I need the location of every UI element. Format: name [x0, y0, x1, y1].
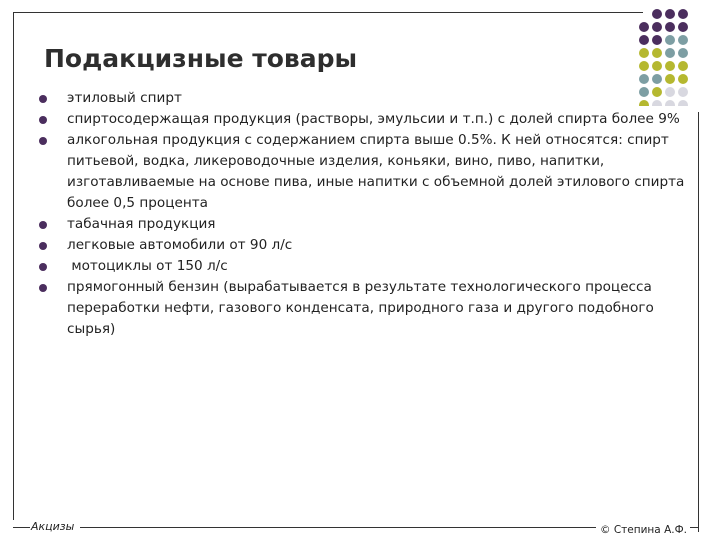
list-item-text: спиртосодержащая продукция (растворы, эмульсии и т.п.) с долей спирта более 9%	[67, 111, 680, 127]
decorative-dot	[639, 74, 649, 84]
decorative-dot	[652, 35, 662, 45]
decorative-dot	[678, 48, 688, 58]
list-item	[36, 235, 686, 256]
list-item	[36, 109, 686, 130]
frame-left-line	[13, 12, 14, 520]
frame-right-line	[698, 112, 699, 532]
footer-topic: Акцизы	[31, 520, 75, 533]
frame-bottom-line	[13, 527, 30, 528]
decorative-dot	[639, 48, 649, 58]
decorative-dot	[639, 22, 649, 32]
footer-author: © Степина А.Ф.	[600, 524, 687, 536]
decorative-dot	[652, 9, 662, 19]
decorative-dot	[652, 22, 662, 32]
list-item	[36, 88, 686, 109]
decorative-dot	[678, 9, 688, 19]
bullet-icon	[39, 95, 47, 103]
frame-top-line	[13, 12, 643, 13]
bullet-icon	[39, 284, 47, 292]
bullet-icon	[39, 242, 47, 250]
decorative-dot	[678, 61, 688, 71]
list-item	[36, 256, 686, 277]
decorative-dot	[652, 48, 662, 58]
decorative-dot	[665, 74, 675, 84]
decorative-dot	[652, 61, 662, 71]
decorative-dot	[639, 35, 649, 45]
bullet-icon	[39, 116, 47, 124]
list-item-text: мотоциклы от 150 л/с	[67, 258, 228, 274]
frame-bottom-line	[80, 527, 596, 528]
list-item	[36, 214, 686, 235]
bullet-list	[36, 88, 686, 340]
list-item-text: этиловый спирт	[67, 90, 182, 106]
decorative-dot	[665, 9, 675, 19]
decorative-dot	[639, 61, 649, 71]
list-item	[36, 130, 686, 214]
bullet-icon	[39, 221, 47, 229]
decorative-dot	[678, 22, 688, 32]
list-item-text: табачная продукция	[67, 216, 216, 232]
list-item	[36, 277, 686, 340]
frame-bottom-line	[690, 527, 699, 528]
decorative-dot	[652, 74, 662, 84]
decorative-dot	[665, 61, 675, 71]
list-item-text: алкогольная продукция с содержанием спирта выше 0.5%. К ней относятся: спирт питьевой, водка, ликероводочные изделия, коньяки, вино, пиво, напитки, изготавливаемые на основе пива, иные напитки с объемной долей этилового спирта более 0,5 процента	[67, 132, 685, 211]
slide-title: Подакцизные товары	[44, 44, 358, 73]
decorative-dot	[678, 74, 688, 84]
decorative-dot	[665, 22, 675, 32]
decorative-dot	[665, 35, 675, 45]
bullet-icon	[39, 263, 47, 271]
list-item-text: легковые автомобили от 90 л/с	[67, 237, 293, 253]
decorative-dot	[678, 35, 688, 45]
list-item-text: прямогонный бензин (вырабатывается в результате технологического процесса переработки нефти, газового конденсата, природного газа и другого подобного сырья)	[67, 279, 654, 337]
decorative-dot	[665, 48, 675, 58]
bullet-icon	[39, 137, 47, 145]
